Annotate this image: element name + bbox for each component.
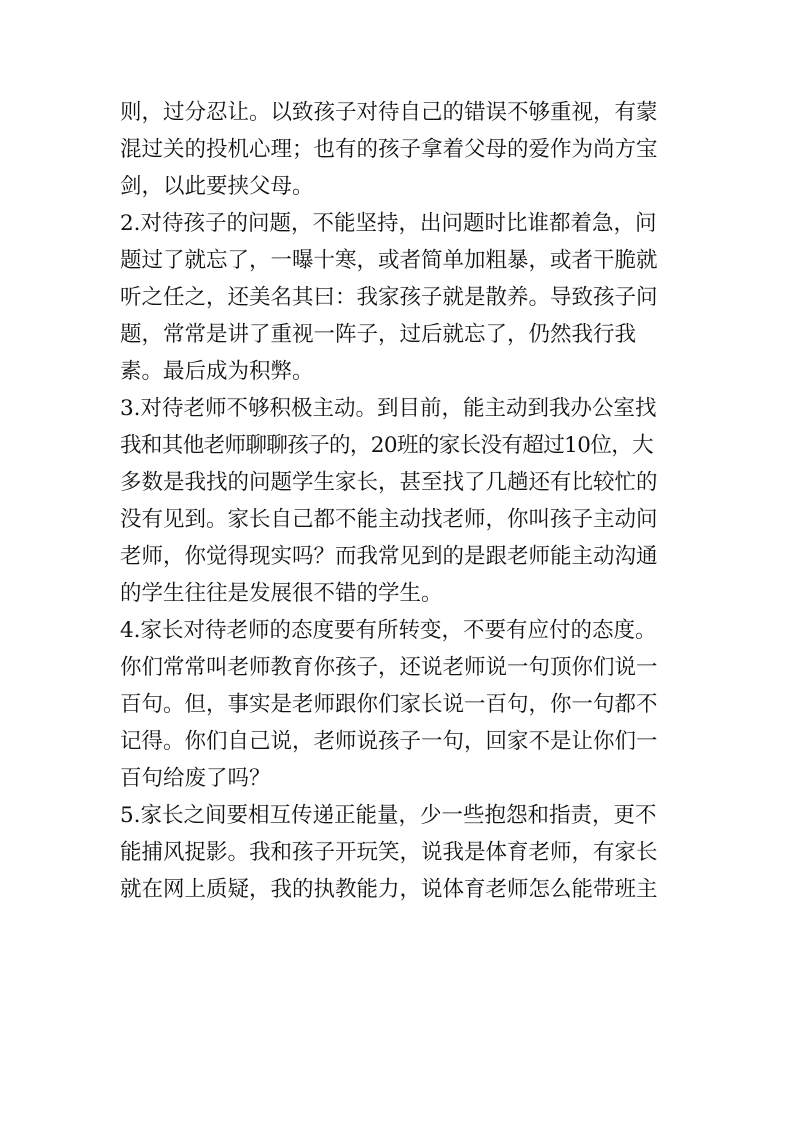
text-line: 2.对待孩子的问题，不能坚持，出问题时比谁都着急，问 xyxy=(120,211,657,236)
text-line: 老师，你觉得现实吗？而我常见到的是跟老师能主动沟通 xyxy=(120,544,658,569)
text-line: 题，常常是讲了重视一阵子，过后就忘了，仍然我行我 xyxy=(120,322,637,347)
text-line: 题过了就忘了，一曝十寒，或者简单加粗暴，或者干脆就 xyxy=(120,248,658,273)
text-line: 剑，以此要挟父母。 xyxy=(120,174,314,199)
text-line: 的学生往往是发展很不错的学生。 xyxy=(120,581,443,606)
document-body xyxy=(120,94,680,908)
text-line: 多数是我找的问题学生家长，甚至找了几趟还有比较忙的 xyxy=(120,470,658,495)
text-line: 听之任之，还美名其曰：我家孩子就是散养。导致孩子问 xyxy=(120,285,658,310)
text-line: 3.对待老师不够积极主动。到目前，能主动到我办公室找 xyxy=(120,396,657,421)
text-line: 则，过分忍让。以致孩子对待自己的错误不够重视，有蒙 xyxy=(120,100,658,125)
text-line: 百句给废了吗？ xyxy=(120,766,271,791)
text-line: 能捕风捉影。我和孩子开玩笑，说我是体育老师，有家长 xyxy=(120,840,658,865)
text-line: 百句。但，事实是老师跟你们家长说一百句，你一句都不 xyxy=(120,692,658,717)
text-line: 我和其他老师聊聊孩子的，20班的家长没有超过10位，大 xyxy=(120,433,654,458)
text-line: 记得。你们自己说，老师说孩子一句，回家不是让你们一 xyxy=(120,729,658,754)
text-line: 你们常常叫老师教育你孩子，还说老师说一句顶你们说一 xyxy=(120,655,658,680)
text-line: 素。最后成为积弊。 xyxy=(120,359,314,384)
text-line: 没有见到。家长自己都不能主动找老师，你叫孩子主动问 xyxy=(120,507,658,532)
text-line: 4.家长对待老师的态度要有所转变，不要有应付的态度。 xyxy=(120,618,657,643)
text-line: 就在网上质疑，我的执教能力，说体育老师怎么能带班主 xyxy=(120,877,658,902)
text-line: 混过关的投机心理；也有的孩子拿着父母的爱作为尚方宝 xyxy=(120,137,658,162)
text-line: 5.家长之间要相互传递正能量，少一些抱怨和指责，更不 xyxy=(120,803,657,828)
